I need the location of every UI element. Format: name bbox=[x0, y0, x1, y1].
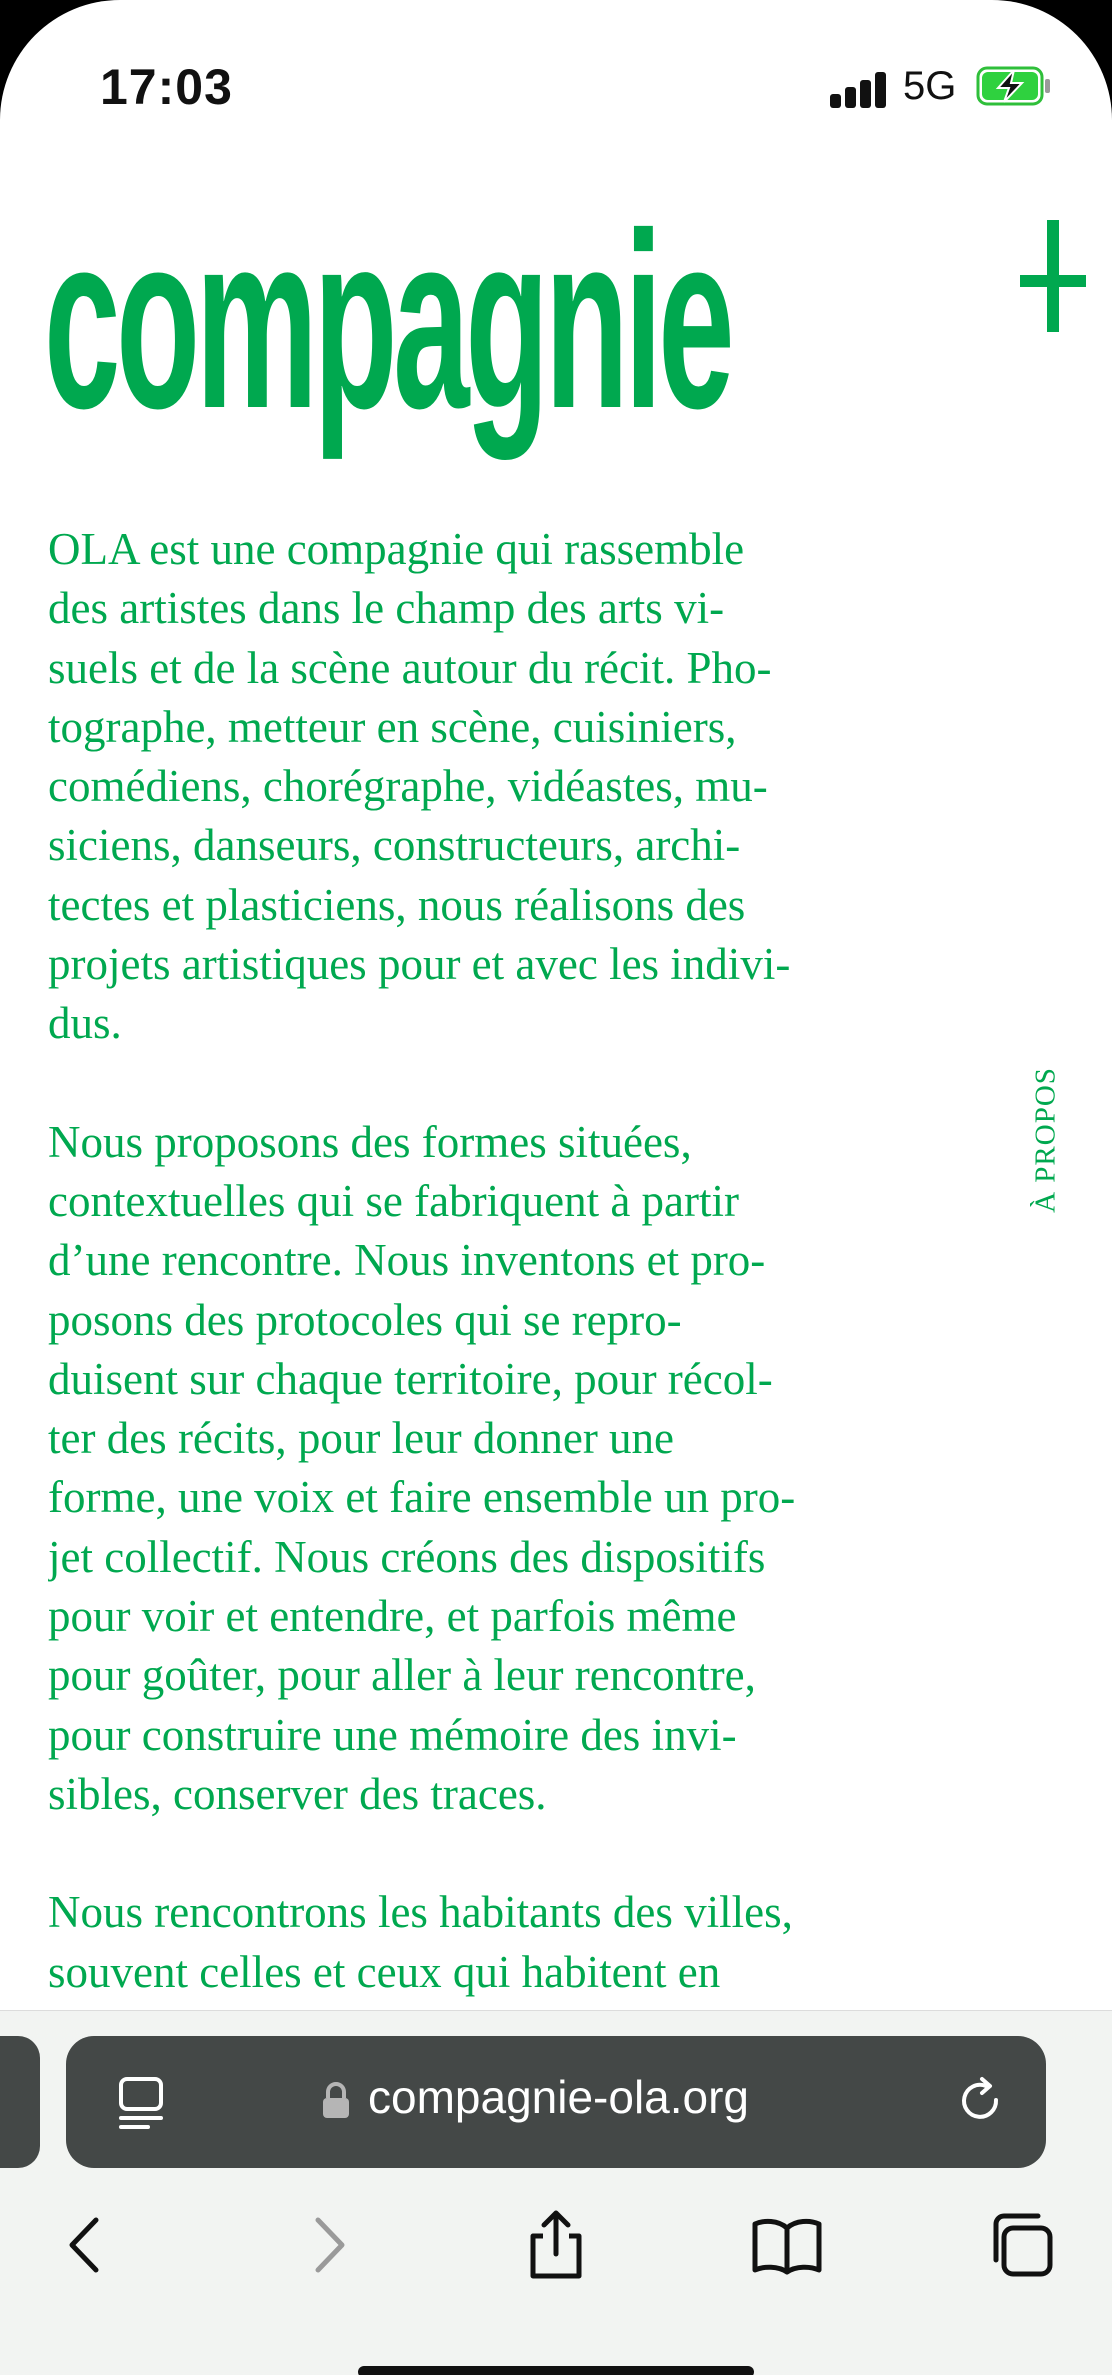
address-bar[interactable] bbox=[66, 2036, 1046, 2168]
previous-tab-preview[interactable] bbox=[0, 2036, 40, 2168]
home-indicator bbox=[358, 2366, 754, 2375]
paragraph: Nous rencontrons les habitants des villes, souvent celles et ceux qui habitent en bbox=[48, 1887, 793, 1997]
site-logo[interactable]: compagnie bbox=[44, 181, 731, 460]
network-type: 5G bbox=[903, 64, 957, 108]
forward-icon[interactable] bbox=[292, 2210, 362, 2280]
back-icon[interactable] bbox=[52, 2210, 122, 2280]
menu-plus-icon[interactable] bbox=[1020, 220, 1086, 332]
about-text bbox=[48, 520, 948, 2000]
bookmarks-icon[interactable] bbox=[752, 2210, 822, 2280]
signal-icon bbox=[830, 72, 888, 108]
battery-charging-icon bbox=[976, 66, 1052, 106]
reload-icon[interactable] bbox=[956, 2076, 1006, 2126]
side-nav-about-link[interactable]: À PROPOS bbox=[1029, 1067, 1062, 1213]
paragraph: OLA est une compagnie qui rassemble des artistes dans le champ des arts vi- suels et de la scène autour du récit. Pho- tographe, metteur en scène, cuisiniers, comédiens, chorégraphe, vidéastes, mu- siciens, danseurs, constructeurs, archi- tectes et plasticiens, nous réalisons des projets artistiques pour et avec les indivi- dus. bbox=[48, 524, 791, 1049]
url-text[interactable]: compagnie-ola.org bbox=[368, 2071, 750, 2123]
status-time: 17:03 bbox=[100, 59, 233, 115]
paragraph: Nous proposons des formes situées, contextuelles qui se fabriquent à partir d’une rencontre. Nous inventons et pro- posons des protocoles qui se repro- duisent sur chaque territoire, pour récol- ter des récits, pour leur donner une forme, une voix et faire ensemble un pro- jet collectif. Nous créons des dispositifs pour voir et entendre, et parfois même pour goûter, pour aller à leur rencontre, pour construire une mémoire des invi- sibles, conserver des traces. bbox=[48, 1116, 796, 1819]
tabs-icon[interactable] bbox=[986, 2210, 1056, 2280]
share-icon[interactable] bbox=[521, 2210, 591, 2280]
page-menu-icon[interactable] bbox=[118, 2076, 164, 2130]
lock-icon bbox=[321, 2082, 351, 2120]
